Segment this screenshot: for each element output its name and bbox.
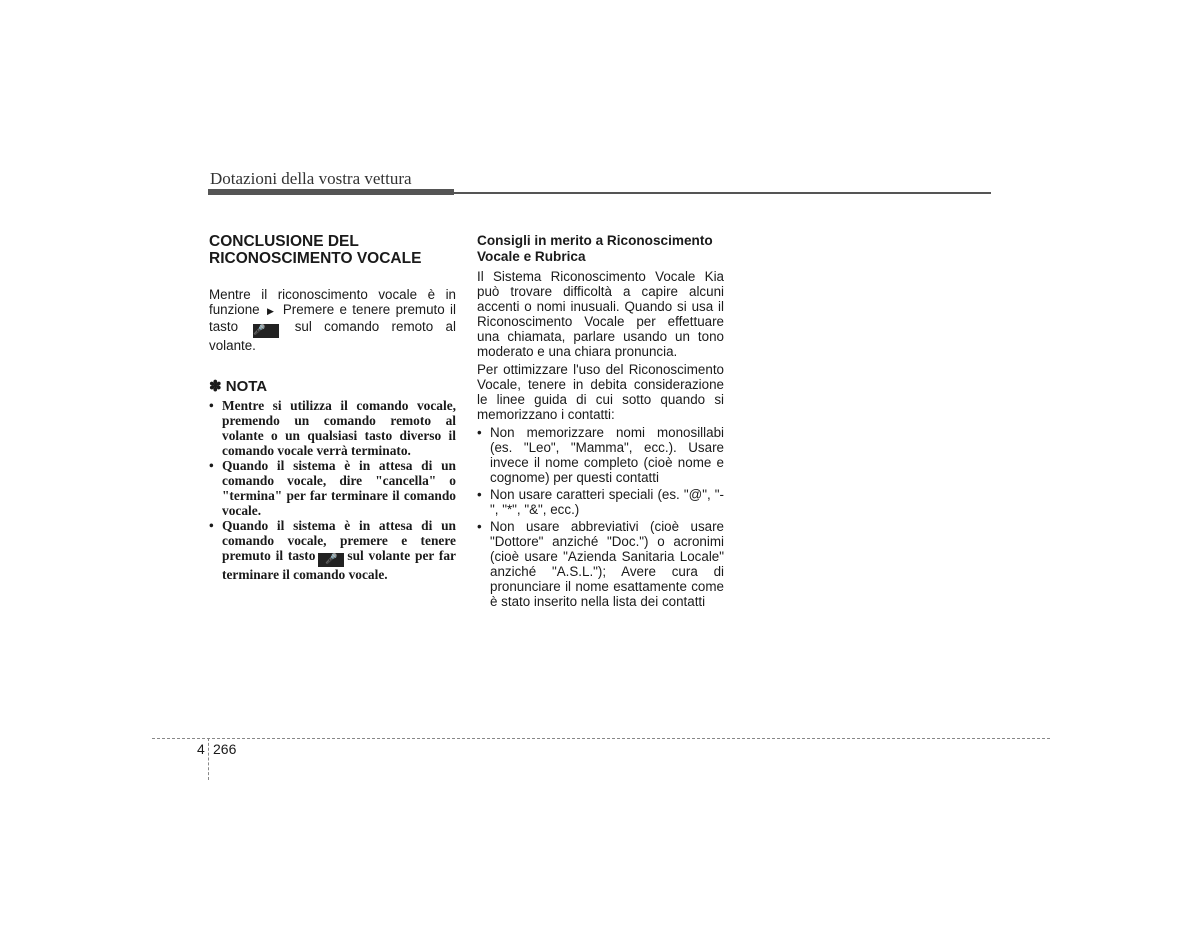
bullet-icon: •: [477, 519, 482, 534]
bullet-icon: •: [209, 398, 214, 413]
section-heading-consigli: Consigli in merito a Riconoscimento Vocale e Rubrica: [477, 233, 713, 264]
voice-key-icon: 🎤: [318, 553, 344, 567]
page-header-title: Dotazioni della vostra vettura: [210, 169, 412, 188]
page-number: 266: [213, 741, 237, 757]
bullet-icon: •: [477, 487, 482, 502]
nota-item: • Quando il sistema è in attesa di un comando vocale, premere e tenere premuto il tasto 🎤 sul volante per far terminare il comando vocale.: [209, 518, 456, 582]
footer-vertical-divider: [208, 738, 209, 780]
bullet-icon: •: [209, 458, 214, 473]
header-bar-thin: [454, 192, 991, 194]
tip-item: • Non usare caratteri speciali (es. "@", "-", "*", "&", ecc.): [477, 487, 724, 517]
left-column: [209, 233, 456, 582]
tip-list: [477, 425, 724, 609]
chapter-number: 4: [197, 741, 205, 757]
intro-paragraph: [209, 287, 456, 353]
intro-text-b: Premere e tenere premuto il tasto: [209, 302, 456, 334]
tip-item: • Non usare abbreviativi (cioè usare "Dottore" anziché "Doc.") o acronimi (cioè usare "Azienda Sanitaria Locale" anziché "A.S.L."); Avere cura di pronunciare il nome esattamente come è stato inserito nella lista dei contatti: [477, 519, 724, 609]
intro-text-c: sul comando remoto al volante.: [209, 319, 456, 353]
bullet-icon: •: [209, 518, 214, 533]
consigli-paragraph-2: Per ottimizzare l'uso del Riconoscimento Vocale, tenere in debita considerazione le linee guida di cui sotto quando si memorizzano i contatti:: [477, 362, 724, 422]
nota-item: • Quando il sistema è in attesa di un comando vocale, dire "cancella" o "termina" per far terminare il comando vocale.: [209, 458, 456, 518]
header-bar-thick: [208, 189, 454, 195]
nota-title: ✽ NOTA: [209, 378, 268, 395]
bullet-icon: •: [477, 425, 482, 440]
nota-item: • Mentre si utilizza il comando vocale, premendo un comando remoto al volante o un qualsiasi tasto diverso il comando vocale verrà terminato.: [209, 398, 456, 458]
consigli-paragraph-1: Il Sistema Riconoscimento Vocale Kia può trovare difficoltà a capire alcuni accenti o nomi inusuali. Quando si usa il Riconoscimento Vocale per effettuare una chiamata, parlare usando un tono moderato e una chiara pronuncia.: [477, 269, 724, 359]
nota-list: [209, 398, 456, 582]
right-column: [477, 233, 724, 611]
tip-item: • Non memorizzare nomi monosillabi (es. "Leo", "Mamma", ecc.). Usare invece il nome completo (cioè nome e cognome) per questi contatti: [477, 425, 724, 485]
intro-text-a: Mentre il riconoscimento vocale è in funzione: [209, 287, 456, 317]
arrow-right-icon: ▶: [266, 306, 276, 316]
footer-divider: [152, 738, 1050, 739]
voice-key-icon: 🎤: [253, 324, 279, 338]
section-heading-conclusione: CONCLUSIONE DEL RICONOSCIMENTO VOCALE: [209, 233, 422, 267]
